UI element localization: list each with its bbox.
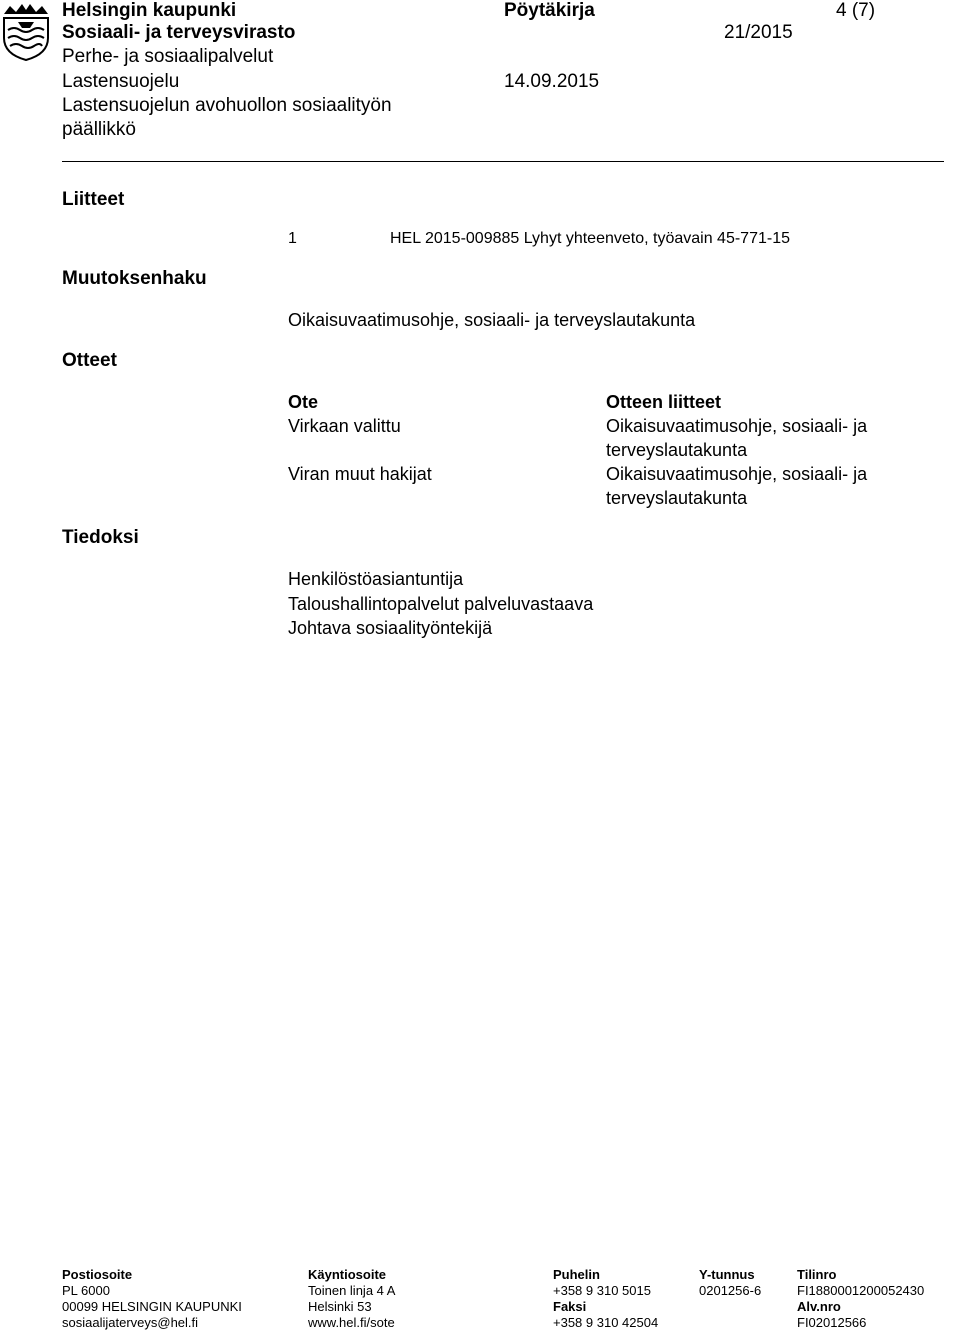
- role-line-1: Lastensuojelun avohuollon sosiaalityön: [62, 95, 392, 116]
- extract-recipient: Viran muut hakijat: [288, 464, 432, 484]
- role-line-2: päällikkö: [62, 119, 136, 140]
- footer-phone-number: +358 9 310 5015: [553, 1283, 651, 1298]
- appeal-instruction: Oikaisuvaatimusohje, sosiaali- ja terveyslautakunta: [288, 310, 696, 330]
- doc-number: 21/2015: [724, 22, 793, 43]
- footer-visit-label: Käyntiosoite: [308, 1267, 387, 1282]
- section-liitteet: Liitteet: [62, 189, 125, 210]
- footer-ytunnus-label: Y-tunnus: [699, 1267, 755, 1282]
- footer-website[interactable]: www.hel.fi/sote: [308, 1315, 395, 1330]
- section-muutoksenhaku: Muutoksenhaku: [62, 268, 207, 289]
- footer-alv-value: FI02012566: [797, 1315, 867, 1330]
- extract-attachment-line: terveyslautakunta: [606, 440, 748, 460]
- division-name: Perhe- ja sosiaalipalvelut: [62, 46, 274, 67]
- footer-fax-label: Faksi: [553, 1299, 587, 1314]
- extract-attachment-line: Oikaisuvaatimusohje, sosiaali- ja: [606, 416, 868, 436]
- footer-fax-number: +358 9 310 42504: [553, 1315, 659, 1330]
- extract-header-attachments: Otteen liitteet: [606, 392, 722, 412]
- section-otteet: Otteet: [62, 350, 117, 371]
- info-recipient: Henkilöstöasiantuntija: [288, 569, 464, 589]
- extract-attachment-line: terveyslautakunta: [606, 488, 748, 508]
- extract-recipient: Virkaan valittu: [288, 416, 401, 436]
- department-name: Sosiaali- ja terveysvirasto: [62, 22, 296, 43]
- footer-postal-line: 00099 HELSINGIN KAUPUNKI: [62, 1299, 242, 1314]
- page-number: 4 (7): [836, 0, 876, 21]
- footer-ytunnus-value: 0201256-6: [699, 1283, 762, 1298]
- info-recipient: Taloushallintopalvelut palveluvastaava: [288, 594, 594, 614]
- org-name: Helsingin kaupunki: [62, 0, 237, 21]
- doc-type: Pöytäkirja: [504, 0, 595, 21]
- footer-visit-line: Toinen linja 4 A: [308, 1283, 396, 1298]
- footer-postal-label: Postiosoite: [62, 1267, 133, 1282]
- helsinki-crest-icon: [0, 0, 52, 62]
- section-tiedoksi: Tiedoksi: [62, 527, 139, 548]
- doc-date: 14.09.2015: [504, 71, 600, 92]
- footer-alv-label: Alv.nro: [797, 1299, 841, 1314]
- attachment-number: 1: [288, 230, 297, 247]
- info-recipient: Johtava sosiaalityöntekijä: [288, 618, 493, 638]
- footer-tilinro-value: FI1880001200052430: [797, 1283, 925, 1298]
- extract-attachment-line: Oikaisuvaatimusohje, sosiaali- ja: [606, 464, 868, 484]
- footer-phone-label: Puhelin: [553, 1267, 600, 1282]
- header-divider: [62, 161, 944, 162]
- unit-name: Lastensuojelu: [62, 71, 180, 92]
- footer-postal-line: PL 6000: [62, 1283, 110, 1298]
- footer-email[interactable]: sosiaalijaterveys@hel.fi: [62, 1315, 199, 1330]
- attachment-text: HEL 2015-009885 Lyhyt yhteenveto, työavain 45-771-15: [390, 230, 790, 247]
- extract-header-recipient: Ote: [288, 392, 319, 412]
- footer-visit-line: Helsinki 53: [308, 1299, 372, 1314]
- footer-tilinro-label: Tilinro: [797, 1267, 837, 1282]
